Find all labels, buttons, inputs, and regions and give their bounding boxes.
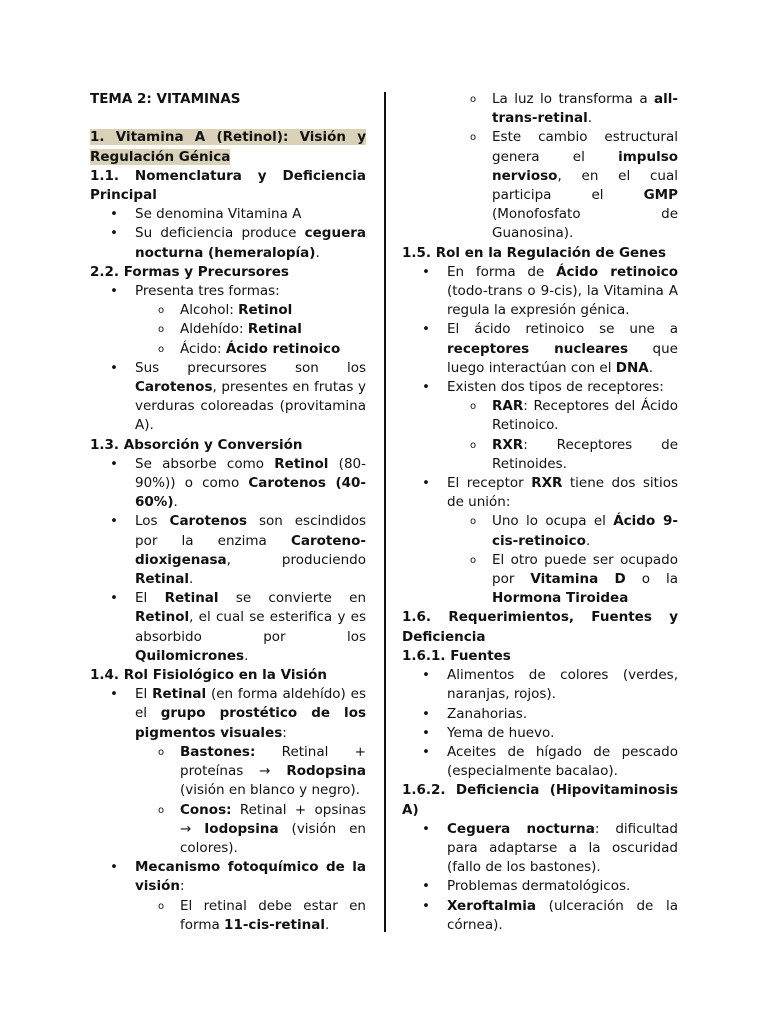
text: Retinal + proteínas → xyxy=(180,743,366,780)
text: : xyxy=(179,878,185,895)
text: Presenta tres formas: xyxy=(135,283,280,300)
bold-text: Ácido 9-cis-retinoico xyxy=(492,513,678,549)
text-run-group xyxy=(492,91,678,126)
text-run-group xyxy=(135,859,366,894)
text: , produciendo xyxy=(226,551,366,568)
text-run-group xyxy=(492,398,678,433)
text: son escindidos por la enzima xyxy=(135,513,367,549)
bold-text: Retinal xyxy=(164,590,219,607)
text: Retinal + opsinas → xyxy=(180,801,366,837)
sub-bullet-item xyxy=(402,512,678,550)
bold-text: Conos: xyxy=(180,801,232,818)
sub-bullet-item xyxy=(90,801,366,859)
bold-text: Rodopsina xyxy=(286,763,366,780)
text-run-group xyxy=(90,667,327,683)
bullet-item xyxy=(402,705,678,724)
bold-text: 1.3. Absorción y Conversión xyxy=(90,436,303,453)
text: . xyxy=(324,916,330,933)
bullet-item xyxy=(90,282,366,301)
text: (en forma aldehído) es el xyxy=(135,686,366,722)
text-run-group xyxy=(447,878,630,894)
text-run-group xyxy=(90,168,366,203)
text: . xyxy=(585,532,591,549)
text: El retinal debe estar en forma xyxy=(180,897,366,933)
text: : Receptores del Ácido Retinoico. xyxy=(492,398,678,434)
bullet-item xyxy=(402,724,678,743)
text: Su deficiencia produce xyxy=(135,225,305,242)
sub-bullet-item xyxy=(90,320,366,339)
bold-text: 1. Vitamina A (Retinol): Visión y Regulación Génica xyxy=(90,129,366,165)
section-heading xyxy=(90,666,366,685)
bullet-item xyxy=(402,877,678,896)
bold-text: Retinol xyxy=(238,302,293,319)
text: . xyxy=(587,110,593,127)
text: (todo-trans o 9-cis), la Vitamina A regula la expresión génica. xyxy=(447,283,678,319)
text-run-group xyxy=(135,513,366,587)
bold-text: Vitamina D xyxy=(530,571,626,588)
section-heading xyxy=(90,436,366,455)
text-run-group xyxy=(447,264,678,318)
text: Se absorbe como xyxy=(135,455,275,472)
text: Yema de huevo. xyxy=(447,724,555,741)
bold-text: Ceguera nocturna xyxy=(447,820,595,837)
text: Alimentos de colores (verdes, naranjas, rojos). xyxy=(447,667,678,703)
bold-text: 1.6. Requerimientos, Fuentes y Deficiencia xyxy=(402,609,678,645)
bold-text: 1.6.2. Deficiencia (Hipovitaminosis A) xyxy=(402,782,678,818)
bold-text: impulso nervioso xyxy=(492,148,678,184)
text-run-group xyxy=(135,456,366,510)
text: (80-90%)) o como xyxy=(135,455,367,492)
bold-text: Retinol xyxy=(135,609,190,626)
bold-text: Retinol xyxy=(274,455,329,472)
text: El receptor xyxy=(447,475,532,492)
bold-text: Quilomicrones xyxy=(135,647,245,664)
text: se convierte en xyxy=(218,590,366,607)
text-run-group xyxy=(90,91,241,107)
text-run-group xyxy=(180,898,366,933)
text: El otro puede ser ocupado por xyxy=(492,551,678,588)
text-run-group xyxy=(180,302,292,318)
text: (visión en blanco y negro). xyxy=(180,782,360,799)
bold-text: GMP xyxy=(643,187,678,204)
bold-text: Ácido retinoico xyxy=(225,340,341,357)
bullet-item xyxy=(402,897,678,935)
bullet-item xyxy=(402,320,678,378)
sub-bullet-item xyxy=(90,897,366,935)
section-heading xyxy=(90,263,366,282)
bullet-item xyxy=(90,224,366,262)
text: Los xyxy=(135,513,170,530)
text: Sus precursores son los xyxy=(135,359,366,376)
text-run-group xyxy=(135,686,366,740)
bullet-item xyxy=(402,666,678,704)
bold-text: 1.5. Rol en la Regulación de Genes xyxy=(402,244,666,261)
text-run-group xyxy=(447,667,678,702)
bold-text: Retinal xyxy=(152,686,207,703)
bullet-item xyxy=(90,359,366,436)
section-heading xyxy=(402,608,678,646)
bullet-item xyxy=(90,205,366,224)
bullet-item xyxy=(90,858,366,896)
spacer xyxy=(90,109,366,128)
section-heading xyxy=(402,647,678,666)
bold-text: ceguera nocturna (hemeralopía) xyxy=(135,225,366,261)
text-run-group xyxy=(90,264,289,280)
text: Problemas dermatológicos. xyxy=(447,878,631,895)
text: . xyxy=(173,494,178,511)
text: Alcohol: xyxy=(180,302,239,319)
bullet-item xyxy=(90,512,366,589)
sub-bullet-item xyxy=(90,301,366,320)
text: . xyxy=(315,244,320,261)
text: , el cual se esterifica y es absorbido por los xyxy=(135,609,366,645)
bold-text: Ácido retinoico xyxy=(556,263,678,280)
sub-bullet-item xyxy=(402,397,678,435)
bold-text: 1.4. Rol Fisiológico en la Visión xyxy=(90,667,327,684)
text: : Receptores de Retinoides. xyxy=(492,436,678,472)
text-run-group xyxy=(492,513,678,548)
bold-text: RXR xyxy=(531,475,563,492)
bold-text: TEMA 2: VITAMINAS xyxy=(90,91,241,107)
sub-bullet-item xyxy=(402,128,678,243)
sub-bullet-item xyxy=(402,436,678,474)
text: Este cambio estructural genera el xyxy=(492,129,678,165)
sub-bullet-item xyxy=(402,551,678,609)
text: Uno lo ocupa el xyxy=(492,513,614,530)
section-heading xyxy=(90,167,366,205)
section-heading xyxy=(90,90,366,109)
text-run-group xyxy=(402,648,511,664)
bold-text: Retinal xyxy=(135,571,189,588)
bold-text: Carotenos xyxy=(135,379,213,396)
text-run-group xyxy=(447,321,678,375)
bullet-item xyxy=(402,474,678,512)
bold-text: 1.1. Nomenclatura y Deficiencia Principal xyxy=(90,167,366,203)
text: . xyxy=(244,647,249,664)
bold-text: RAR xyxy=(492,398,524,415)
text: o la xyxy=(625,571,678,588)
bullet-item xyxy=(402,820,678,878)
section-heading xyxy=(402,781,678,819)
bullet-item xyxy=(90,589,366,666)
text: La luz lo transforma a xyxy=(492,91,655,107)
bold-text: 1.6.1. Fuentes xyxy=(402,647,511,664)
text: Aldehído: xyxy=(180,321,248,338)
text-run-group xyxy=(447,379,664,395)
text: Se denomina Vitamina A xyxy=(135,206,302,223)
bold-text: grupo prostético de los pigmentos visuales xyxy=(135,705,366,741)
text-run-group xyxy=(135,206,301,222)
bold-text: 2.2. Formas y Precursores xyxy=(90,263,289,280)
bold-text: Carotenos (40-60%) xyxy=(135,475,367,511)
sub-bullet-item xyxy=(402,90,678,128)
text: (Monofosfato de Guanosina). xyxy=(492,206,678,242)
text: que luego interactúan con el xyxy=(447,340,678,376)
text-run-group xyxy=(180,321,302,337)
text-run-group xyxy=(492,129,678,241)
bold-text: Iodopsina xyxy=(204,820,279,837)
text-run-group xyxy=(492,437,678,472)
text-run-group xyxy=(402,609,678,644)
text-run-group xyxy=(492,552,678,606)
text: : dificultad para adaptarse a la oscuridad (fallo de los bastones). xyxy=(447,820,679,876)
text-run-group xyxy=(135,590,366,664)
bullet-item xyxy=(90,455,366,513)
text-run-group xyxy=(90,437,303,453)
text: (ulceración de la córnea). xyxy=(447,897,678,933)
text: , presentes en frutas y verduras coloreadas (provitamina A). xyxy=(135,379,366,434)
sub-bullet-item xyxy=(90,743,366,801)
text-run-group xyxy=(447,898,678,933)
bullet-item xyxy=(402,263,678,321)
text: , en el cual participa el xyxy=(492,167,678,204)
bullet-item xyxy=(90,685,366,743)
bold-text: Hormona Tiroidea xyxy=(492,590,629,607)
text: . xyxy=(188,571,194,588)
bold-text: receptores nucleares xyxy=(447,340,629,357)
text-run-group xyxy=(447,821,678,875)
highlighted-heading xyxy=(90,128,366,166)
text: El xyxy=(135,686,153,703)
bold-text: Retinal xyxy=(247,321,302,338)
text-run-group xyxy=(90,129,366,164)
column-divider xyxy=(384,92,386,932)
text: Ácido: xyxy=(180,340,226,357)
bold-text: Bastones: xyxy=(180,743,256,760)
bullet-item xyxy=(402,743,678,781)
text: El ácido retinoico se une a xyxy=(447,321,678,338)
text: Aceites de hígado de pescado (especialmente bacalao). xyxy=(447,743,678,780)
text: (visión en colores). xyxy=(180,820,366,856)
text-run-group xyxy=(402,782,678,817)
bold-text: Xeroftalmia xyxy=(447,897,537,914)
text-run-group xyxy=(447,744,678,779)
text: Existen dos tipos de receptores: xyxy=(447,379,664,396)
bold-text: Mecanismo fotoquímico de la visión xyxy=(135,859,366,895)
bold-text: Carotenos xyxy=(169,513,248,530)
text-run-group xyxy=(180,744,366,798)
text-run-group xyxy=(447,706,527,722)
text: El xyxy=(135,590,165,607)
text-run-group xyxy=(402,245,666,261)
bold-text: DNA xyxy=(615,359,649,376)
text: En forma de xyxy=(447,263,557,280)
text: . xyxy=(648,359,653,376)
text-run-group xyxy=(135,283,280,299)
text: : xyxy=(282,724,287,741)
bold-text: all-trans-retinal xyxy=(492,91,678,127)
text: Zanahorias. xyxy=(447,705,528,722)
bold-text: RXR xyxy=(492,436,524,453)
right-column xyxy=(402,90,678,935)
text-run-group xyxy=(180,802,366,856)
text-run-group xyxy=(180,341,340,357)
bold-text: 11-cis-retinal xyxy=(224,916,325,933)
text: tiene dos sitios de unión: xyxy=(447,475,678,511)
section-heading xyxy=(402,244,678,263)
sub-bullet-item xyxy=(90,340,366,359)
left-column xyxy=(90,90,366,935)
bold-text: Caroteno-dioxigenasa xyxy=(135,532,366,568)
text-run-group xyxy=(447,725,554,741)
text-run-group xyxy=(447,475,678,510)
text-run-group xyxy=(135,225,366,260)
bullet-item xyxy=(402,378,678,397)
text-run-group xyxy=(135,360,366,434)
